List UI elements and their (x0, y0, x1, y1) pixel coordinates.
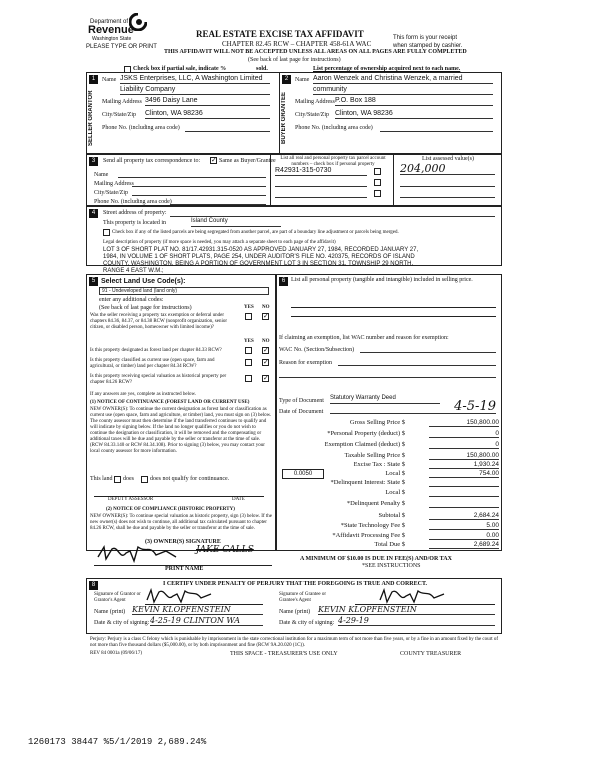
land-does-label: This land (90, 476, 113, 482)
tax-row-label: *Personal Property (deduct) $ (327, 430, 405, 437)
buyer-name-field[interactable]: Aaron Wenzek and Christina Wenzek, a married (313, 75, 493, 84)
seller-city-label: City/State/Zip (102, 112, 136, 118)
street-label: Street address of property: (103, 210, 167, 216)
corr-mailing-field[interactable] (132, 179, 266, 187)
form-instructions: (See back of last page for instructions) (248, 57, 341, 63)
tax-row-value[interactable]: 1,930.24 (429, 460, 499, 469)
corr-city-label: City/State/Zip (94, 190, 128, 196)
name-grantor-field[interactable]: KEVIN KLOPFENSTEIN (132, 605, 263, 615)
tax-row (279, 418, 501, 428)
tax-row-value[interactable]: 150,800.00 (429, 451, 499, 460)
parcel-2-field[interactable] (275, 178, 367, 187)
q-current-use-yes[interactable] (245, 359, 252, 366)
parcel-3-field[interactable] (275, 189, 367, 198)
notice-1-text: NEW OWNER(S): To continue the current designation as forest land or classification as current use (open space, farm and agriculture, or timber) land, you must sign on (3) below. The county assessor must then determine if the land transferred continues to qualify and will indicate by signing below. If the land no longer qualifies or you do not wish to continue the designation or classification, it will be removed and the compensating or additional taxes will be due and payable by the seller or transferor at the time of sale. (RCW 84.33.140 or RCW 84.34.108). Prior to signing (3) below, you may contact your local county assessor for more information. (90, 407, 272, 454)
if-yes-note: If any answers are yes, complete as instructed below. (90, 392, 197, 397)
assessed-3-field[interactable] (400, 189, 495, 198)
reason-label: Reason for exemption (279, 360, 332, 366)
receipt-note-2: when stamped by cashier. (393, 43, 463, 49)
doc-date-field[interactable]: 4-5-19 (330, 400, 496, 414)
legal-line-4: RANGE 4 EAST W.M.; (103, 268, 164, 274)
parcel-1-personal-checkbox[interactable] (374, 168, 381, 175)
buyer-phone-label: Phone No. (including area code) (295, 125, 373, 131)
seller-name-field[interactable]: JSKS Enterprises, LLC, A Washington Limited (120, 75, 270, 84)
land-use-select[interactable]: 91 - Undeveloped land (land only) (99, 287, 269, 295)
see-back: (See back of last page for instructions) (99, 305, 192, 311)
yes-header-2: YES (244, 339, 254, 344)
buyer-side-label: BUYER GRANTEE (281, 92, 287, 145)
tax-row (279, 429, 501, 439)
corr-mailing-label: Mailing Address (94, 181, 134, 187)
tax-row-value[interactable]: 2,689.24 (429, 540, 499, 549)
tax-row-value[interactable]: 5.00 (429, 521, 499, 530)
seller-name-field-2[interactable]: Liability Company (120, 86, 270, 95)
doc-type-label: Type of Document (279, 398, 324, 404)
seller-mailing-label: Mailing Address (102, 99, 142, 105)
treasurer-space: THIS SPACE - TREASURER'S USE ONLY (230, 651, 338, 657)
buyer-name-label: Name (295, 77, 310, 83)
q-current-use-no[interactable]: ✓ (263, 358, 269, 366)
section-8-number: 8 (89, 581, 98, 590)
corr-name-field[interactable] (118, 170, 266, 178)
please-type: PLEASE TYPE OR PRINT (86, 44, 157, 50)
seller-phone-label: Phone No. (including area code) (102, 125, 180, 131)
notice-1-title: (1) NOTICE OF CONTINUANCE (FOREST LAND OR CURRENT USE) (90, 400, 250, 405)
tax-row-label: Excise Tax : State $ (353, 461, 405, 468)
deputy-label: DEPUTY ASSESSOR (108, 497, 154, 502)
form-chapters: CHAPTER 82.45 RCW – CHAPTER 458-61A WAC (222, 40, 372, 48)
reason-field-2[interactable] (279, 370, 496, 378)
seller-mailing-field[interactable]: 3496 Daisy Lane (145, 97, 270, 106)
seller-city-field[interactable]: Clinton, WA 98236 (145, 110, 270, 119)
q-nonprofit: Was the seller receiving a property tax exemption or deferral under chapters 84.36, 84.37, or 84.38 RCW (nonprofit organization, senior citizen, or disabled person, homeowner with limited income)? (90, 313, 228, 330)
corr-name-label: Name (94, 172, 109, 178)
street-field[interactable] (170, 208, 495, 217)
assessed-1-field[interactable]: 204,000 (400, 163, 495, 175)
tax-row-value[interactable]: 0 (429, 429, 499, 438)
tax-row-value[interactable] (429, 499, 499, 508)
land-use-title: Select Land Use Code(s): (101, 278, 186, 285)
no-header-2: NO (262, 339, 270, 344)
name-grantee-label: Name (print) (279, 609, 311, 615)
rate-field[interactable]: 0.0050 (282, 469, 324, 479)
sig-grantee-label: Signature of Grantee or Grantee's Agent (279, 592, 327, 603)
grantor-signature-scribble[interactable] (145, 588, 225, 604)
buyer-mailing-label: Mailing Address (295, 99, 335, 105)
does-not-label: does not qualify for continuance. (150, 476, 230, 482)
segregated-label: Check box if any of the listed parcels are being segregated from another parcel, are part of a boundary line adjustment or parcels being merged. (112, 230, 399, 235)
tax-row-value[interactable]: 2,684.24 (429, 511, 499, 520)
q-forest-yes[interactable] (245, 347, 252, 354)
buyer-city-label: City/State/Zip (295, 112, 329, 118)
segregated-checkbox[interactable] (103, 229, 110, 236)
parcel-header: List all real and personal property tax parcel account numbers – check box if personal property (280, 156, 386, 167)
tax-row-label: *State Technology Fee $ (340, 522, 405, 529)
form-title: REAL ESTATE EXCISE TAX AFFIDAVIT (196, 29, 364, 39)
located-field[interactable]: Island County (191, 218, 281, 227)
section-3-number: 3 (89, 157, 98, 166)
legal-label: Legal description of property (if more space is needed, you may attach a separate sheet to each page of the affidavit) (103, 240, 336, 245)
land-does-not-checkbox[interactable] (141, 476, 148, 483)
parcel-2-personal-checkbox[interactable] (374, 179, 381, 186)
enter-more-codes: enter any additional codes: (99, 297, 164, 303)
tax-row-label: Taxable Selling Price $ (344, 452, 405, 459)
legal-line-1: LOT 3 OF SHORT PLAT NO. 81/17.42931.315-0520 AS APPROVED JANUARY 27, 1984, RECORDED JANUARY 27, (103, 247, 419, 253)
minimum-note: A MINIMUM OF $10.00 IS DUE IN FEE(S) AND/OR TAX (300, 556, 452, 562)
county-treasurer: COUNTY TREASURER (400, 651, 462, 657)
tax-row (279, 521, 501, 531)
tax-row-value[interactable]: 0.00 (429, 531, 499, 540)
agency-line3: Washington State (92, 36, 132, 42)
buyer-phone-field[interactable] (380, 123, 493, 132)
parcel-1-field[interactable]: R42931-315-0730 (275, 167, 367, 176)
corr-city-field[interactable] (132, 188, 266, 196)
tax-row (279, 499, 501, 509)
exemption-text: If claiming an exemption, list WAC number and reason for exemption: (279, 335, 449, 341)
q-nonprofit-no[interactable]: ✓ (263, 312, 269, 320)
tax-row-value[interactable]: 150,800.00 (429, 418, 499, 427)
q-special-yes[interactable] (245, 375, 252, 382)
wac-field[interactable] (360, 345, 496, 353)
q-forest-no[interactable]: ✓ (263, 346, 269, 354)
partial-sale-label: Check box if partial sale, indicate % (133, 66, 227, 72)
tax-row-label: Subtotal $ (378, 512, 405, 519)
section-4-number: 4 (89, 209, 98, 218)
tax-row-value[interactable]: 754.00 (429, 469, 499, 478)
tax-row (279, 511, 501, 521)
no-header-1: NO (262, 305, 270, 310)
q-nonprofit-yes[interactable] (245, 313, 252, 320)
seller-phone-field[interactable] (185, 123, 270, 132)
receipt-note-1: This form is your receipt (393, 35, 458, 41)
sig-grantor-label: Signature of Grantor or Grantor's Agent (94, 592, 141, 603)
tax-row-label: Gross Selling Price $ (349, 419, 405, 426)
corr-phone-label: Phone No. (including area code) (94, 199, 172, 205)
buyer-city-field[interactable]: Clinton, WA 98236 (335, 110, 493, 119)
buyer-name-field-2[interactable]: community (313, 86, 493, 95)
certify-statement: I CERTIFY UNDER PENALTY OF PERJURY THAT THE FOREGOING IS TRUE AND CORRECT. (163, 581, 428, 587)
reason-field[interactable] (338, 358, 496, 366)
tax-row (279, 478, 501, 488)
owner-sig-label: (3) OWNER(S) SIGNATURE (145, 539, 221, 545)
date-grantee-field[interactable]: 4-29-19 (338, 616, 495, 626)
tax-row (279, 540, 501, 550)
name-grantor-label: Name (print) (94, 609, 126, 615)
section-5-number: 5 (89, 277, 98, 286)
yes-header-1: YES (244, 305, 254, 310)
rev-number: REV 84 0001a (09/06/17) (90, 651, 142, 656)
sold-label: sold. (256, 66, 268, 72)
owner-signature-scribble[interactable] (96, 543, 196, 565)
correspondence-label: Send all property tax correspondence to: (103, 158, 201, 164)
tax-row-label: Local $ (385, 470, 405, 477)
legal-line-2: 1984, IN VOLUME 1 OF SHORT PLATS, PAGE 254, UNDER AUDITOR'S FILE NO. 420375, RECORDS OF ISLAND (103, 254, 415, 260)
date-grantor-field[interactable]: 4-25-19 CLINTON WA (150, 616, 263, 626)
agency-line1: Department of (90, 19, 129, 25)
section-6-number: 6 (279, 277, 288, 286)
seller-side-label: SELLER GRANTOR (88, 90, 94, 146)
tax-row-label: Total Due $ (374, 541, 405, 548)
tax-row-label: Local $ (385, 489, 405, 496)
q-special-no[interactable]: ✓ (263, 374, 269, 382)
date-grantor-label: Date & city of signing: (94, 620, 150, 626)
ownership-pct-note: List percentage of ownership acquired next to each name. (313, 66, 461, 72)
tax-row (279, 488, 501, 498)
land-does-checkbox[interactable] (114, 476, 121, 483)
does-label: does (123, 476, 134, 482)
notice-2-text: NEW OWNER(S): To continue special valuation as historic property, sign (3) below. If the new owner(s) does not wish to continue, all additional tax calculated pursuant to chapter 84.26 RCW, shall be due and payable by the seller or transferor at the time of sale. (90, 514, 272, 531)
form-warning: THIS AFFIDAVIT WILL NOT BE ACCEPTED UNLESS ALL AREAS ON ALL PAGES ARE FULLY COMPLETED (164, 49, 467, 55)
date-grantee-label: Date & city of signing: (279, 620, 335, 626)
tax-row-label: *Affidavit Processing Fee $ (332, 532, 405, 539)
tax-row-value[interactable] (429, 488, 499, 497)
agency-line2: Revenue (88, 24, 134, 36)
name-grantee-field[interactable]: KEVIN KLOPFENSTEIN (318, 605, 495, 615)
corr-phone-field[interactable] (170, 197, 266, 205)
seller-name-label: Name (102, 77, 117, 83)
section-2-number: 2 (282, 75, 291, 84)
tax-row-label: Exemption Claimed (deduct) $ (324, 441, 405, 448)
tax-row-label: *Delinquent Interest: State $ (330, 479, 405, 486)
assessed-2-field[interactable] (400, 178, 495, 187)
q-special: Is this property receiving special valuation as historical property per chapter 84.26 RCW? (90, 374, 227, 385)
print-name-label: PRINT NAME (165, 566, 204, 572)
doc-date-label: Date of Document (279, 409, 324, 415)
buyer-mailing-field[interactable]: P.O. Box 188 (335, 97, 493, 106)
deputy-date-label: DATE (232, 497, 245, 502)
legal-line-3: COUNTY, WASHINGTON, BEING A PORTION OF GOVERNMENT LOT 3 IN SECTION 31, TOWNSHIP 29 NORTH, (103, 261, 414, 267)
doc-type-field[interactable]: Statutory Warranty Deed (330, 395, 440, 404)
dor-logo (82, 13, 152, 45)
located-label: This property is located in (103, 220, 166, 226)
tax-row-value[interactable]: 0 (429, 440, 499, 449)
perjury-note: Perjury: Perjury is a class C felony which is punishable by imprisonment in the state correctional institution for a maximum term of not more than five years, or by a fine in an amount fixed by the court of not more than five thousand dollars ($5,000.00), or by both imprisonment and fine (RCW 9A.20.020 (1C)). (90, 637, 499, 648)
same-as-buyer-checkbox[interactable]: ✓ (211, 156, 217, 164)
owner-printed-name[interactable]: JAKE CALLS (196, 545, 254, 555)
personal-property-text: List all personal property (tangible and intangible) included in selling price. (291, 277, 473, 283)
same-as-buyer-label: Same as Buyer/Grantee (219, 158, 276, 164)
tax-row-value[interactable] (429, 478, 499, 487)
notice-2-title: (2) NOTICE OF COMPLIANCE (HISTORIC PROPERTY) (106, 507, 235, 512)
wac-label: WAC No. (Section/Subsection) (279, 347, 355, 353)
assessed-header: List assessed value(s) (422, 156, 474, 162)
section-1-number: 1 (89, 75, 98, 84)
recording-stamp: 1260173 38447 %5/1/2019 2,689.24% (28, 737, 207, 747)
q-forest: Is this property designated as forest land per chapter 84.33 RCW? (90, 348, 222, 353)
parcel-3-personal-checkbox[interactable] (374, 190, 381, 197)
grantee-signature-scribble[interactable] (378, 588, 458, 604)
q-current-use: Is this property classified as current use (open space, farm and agricultural, or timber) land per chapter 84.34 RCW? (90, 358, 215, 369)
tax-row (279, 440, 501, 450)
tax-row-label: *Delinquent Penalty $ (346, 500, 405, 507)
see-instructions: *SEE INSTRUCTIONS (362, 563, 421, 569)
